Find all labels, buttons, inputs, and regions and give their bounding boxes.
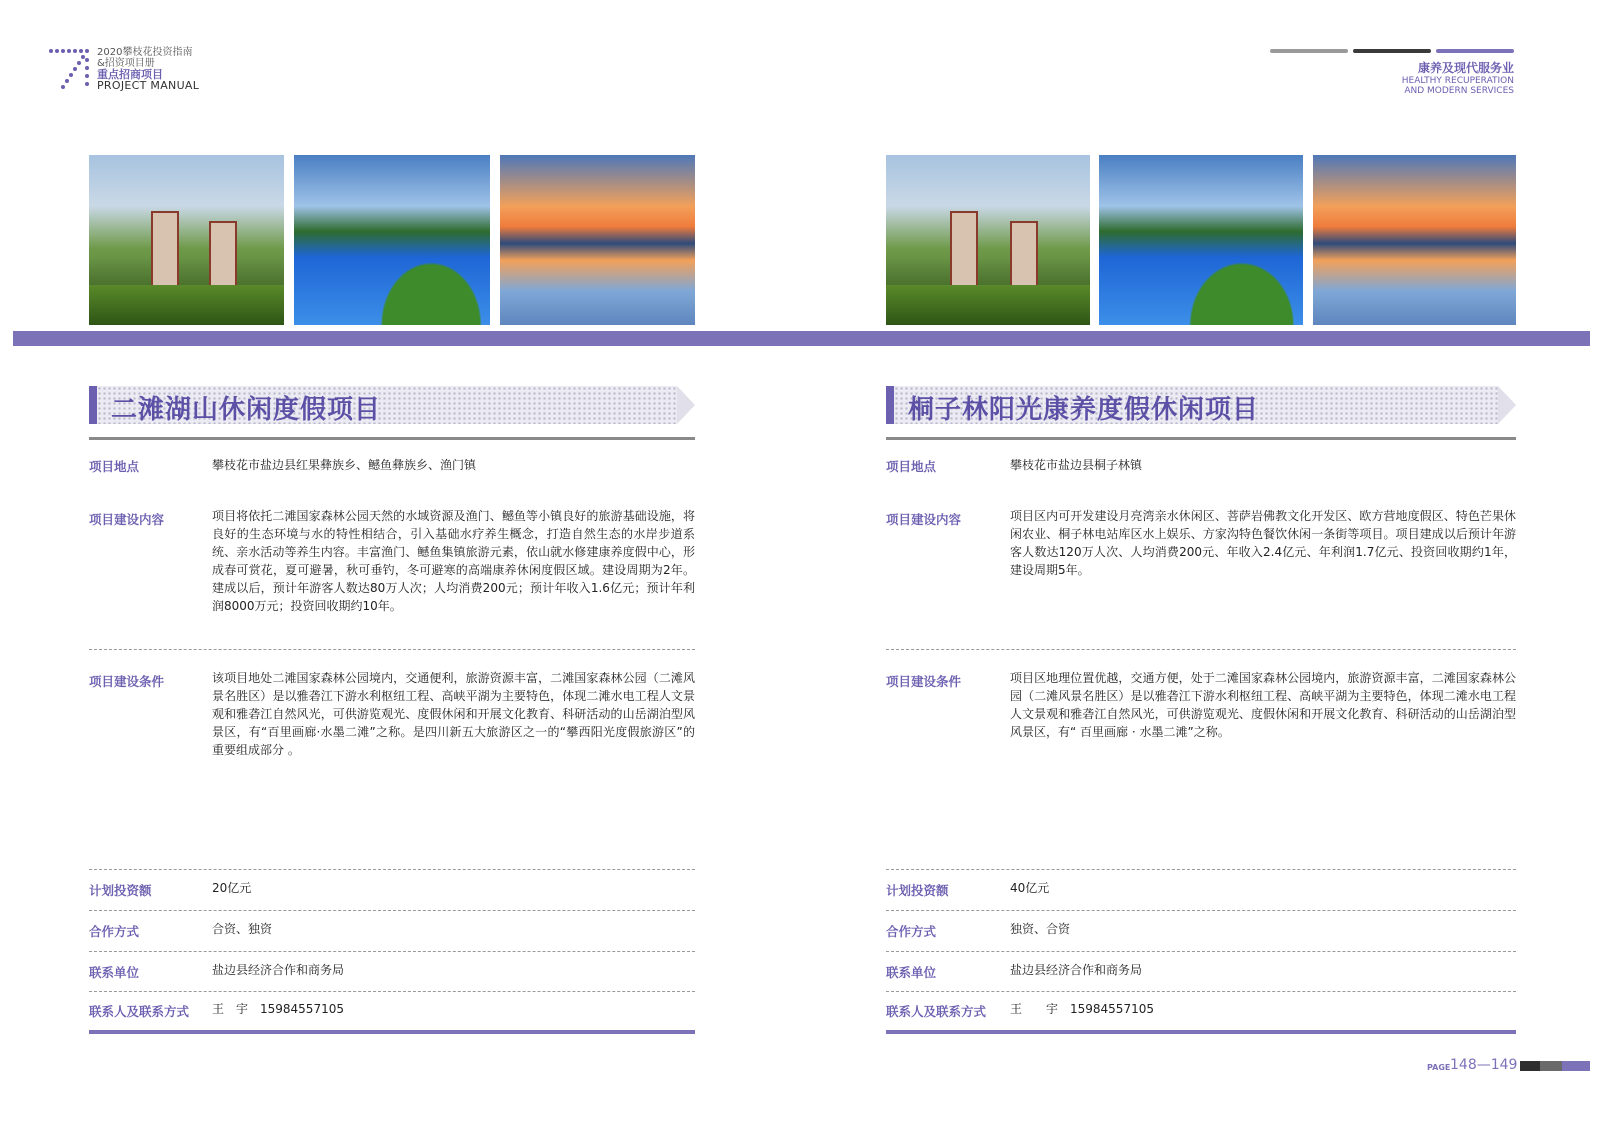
- divider-band: [13, 331, 1590, 346]
- left-divider-1: [89, 649, 695, 650]
- left-unit-value: 盐边县经济合作和商务局: [212, 963, 345, 977]
- left-conditions-label: 项目建设条件: [89, 674, 165, 689]
- right-divider-3: [886, 910, 1516, 911]
- photo-pool-left: [294, 155, 490, 325]
- brand-line-1: 2020攀枝花投资指南: [97, 47, 193, 58]
- left-investment-value: 20亿元: [212, 881, 252, 895]
- right-conditions-label: 项目建设条件: [886, 674, 962, 689]
- left-content-value: 项目将依托二滩国家森林公园天然的水域资源及渔门、鳡鱼等小镇良好的旅游基础设施，将良好的生态环境与水的特性相结合，引入基础水疗养生概念，打造自然生态的水岸步道系统、亲水活动等养生内容。丰富渔门、鳡鱼集镇旅游元素，依山就水修建康养度假中心，形成春可赏花，夏可避暑，秋可垂钓，冬可避寒的高端康养休闲度假区域。建设周期为2年。建成以后，预计年游客人数达80万人次；人均消费200元；预计年收入1.6亿元；预计年利润8000万元；投资回收期约10年。: [212, 509, 695, 613]
- left-content-label: 项目建设内容: [89, 512, 165, 527]
- photo-sunset-lake-left: [500, 155, 695, 325]
- section-title-en-2: AND MODERN SERVICES: [1404, 86, 1514, 96]
- left-project-title: 二滩湖山休闲度假项目: [111, 395, 382, 425]
- header-bars: [1270, 49, 1514, 54]
- page-label: PAGE: [1427, 1063, 1451, 1072]
- left-title-banner: [89, 386, 695, 424]
- page-numbers: 148—149: [1450, 1057, 1518, 1073]
- left-cooperation-label: 合作方式: [89, 924, 140, 939]
- left-title-rule: [89, 437, 695, 440]
- right-location-value: 攀枝花市盐边县桐子林镇: [1010, 458, 1143, 472]
- right-investment-label: 计划投资额: [886, 883, 949, 898]
- brand-block: [97, 47, 199, 91]
- right-divider-4: [886, 951, 1516, 952]
- right-contact-label: 联系人及联系方式: [886, 1004, 987, 1019]
- section-heading: [1402, 59, 1514, 96]
- right-unit-label: 联系单位: [886, 965, 937, 980]
- left-investment-label: 计划投资额: [89, 883, 152, 898]
- photo-pool-right: [1099, 155, 1303, 325]
- left-contact-label: 联系人及联系方式: [89, 1004, 190, 1019]
- brand-line-2: &招资项目册: [97, 58, 155, 69]
- brand-line-4: PROJECT MANUAL: [97, 79, 200, 92]
- left-unit-label: 联系单位: [89, 965, 140, 980]
- right-investment-value: 40亿元: [1010, 881, 1050, 895]
- left-contact-value: 王 宇 15984557105: [212, 1002, 344, 1016]
- left-divider-3: [89, 910, 695, 911]
- left-location-label: 项目地点: [89, 459, 140, 474]
- right-cooperation-value: 独资、合资: [1010, 922, 1071, 936]
- right-contact-value: 王 宇 15984557105: [1010, 1002, 1154, 1016]
- left-divider-2: [89, 869, 695, 870]
- left-divider-5: [89, 991, 695, 992]
- left-location-value: 攀枝花市盐边县红果彝族乡、鳡鱼彝族乡、渔门镇: [212, 458, 477, 472]
- section-title-en-1: HEALTHY RECUPERATION: [1401, 76, 1514, 86]
- photo-towers-right: [886, 155, 1090, 325]
- right-divider-2: [886, 869, 1516, 870]
- right-divider-5: [886, 991, 1516, 992]
- right-conditions-value: 项目区地理位置优越，交通方便，处于二滩国家森林公园境内，旅游资源丰富，二滩国家森林公园（二滩风景名胜区）是以雅砻江下游水利枢纽工程、高峡平湖为主要特色，体现二滩水电工程人文景观和雅砻江自然风光，可供游览观光、度假休闲和开展文化教育、科研活动的山岳湖泊型风景区，有“ 百里画廊 · 水墨二滩”之称。: [1010, 671, 1516, 739]
- right-content-label: 项目建设内容: [886, 512, 962, 527]
- section-title-cn: 康养及现代服务业: [1417, 61, 1514, 75]
- brand-line-3: 重点招商项目: [97, 68, 163, 81]
- right-end-bar: [886, 1030, 1516, 1034]
- right-title-banner: [886, 386, 1516, 424]
- photo-towers-left: [89, 155, 284, 325]
- right-title-rule: [886, 437, 1516, 440]
- left-conditions-value: 该项目地处二滩国家森林公园境内，交通便利，旅游资源丰富，二滩国家森林公园（二滩风景名胜区）是以雅砻江下游水利枢纽工程、高峡平湖为主要特色，体现二滩水电工程人文景观和雅砻江自然风光，可供游览观光、度假休闲和开展文化教育、科研活动的山岳湖泊型风景区，有“百里画廊·水墨二滩”之称。是四川新五大旅游区之一的“攀西阳光度假旅游区”的重要组成部分 。: [212, 671, 695, 757]
- right-location-label: 项目地点: [886, 459, 937, 474]
- right-unit-value: 盐边县经济合作和商务局: [1010, 963, 1143, 977]
- right-divider-1: [886, 649, 1516, 650]
- left-cooperation-value: 合资、独资: [212, 922, 273, 936]
- right-project-title: 桐子林阳光康养度假休闲项目: [908, 395, 1260, 425]
- brand-logo-icon: [48, 48, 92, 92]
- right-cooperation-label: 合作方式: [886, 924, 937, 939]
- left-end-bar: [89, 1030, 695, 1034]
- right-content-value: 项目区内可开发建设月亮湾亲水休闲区、菩萨岩佛教文化开发区、欧方营地度假区、特色芒果休闲农业、桐子林电站库区水上娱乐、方家沟特色餐饮休闲一条街等项目。项目建成以后预计年游客人数达120万人次、人均消费200元、年收入2.4亿元、年利润1.7亿元、投资回收期约1年，建设周期5年。: [1010, 509, 1516, 577]
- photo-sunset-lake-right: [1313, 155, 1516, 325]
- left-divider-4: [89, 951, 695, 952]
